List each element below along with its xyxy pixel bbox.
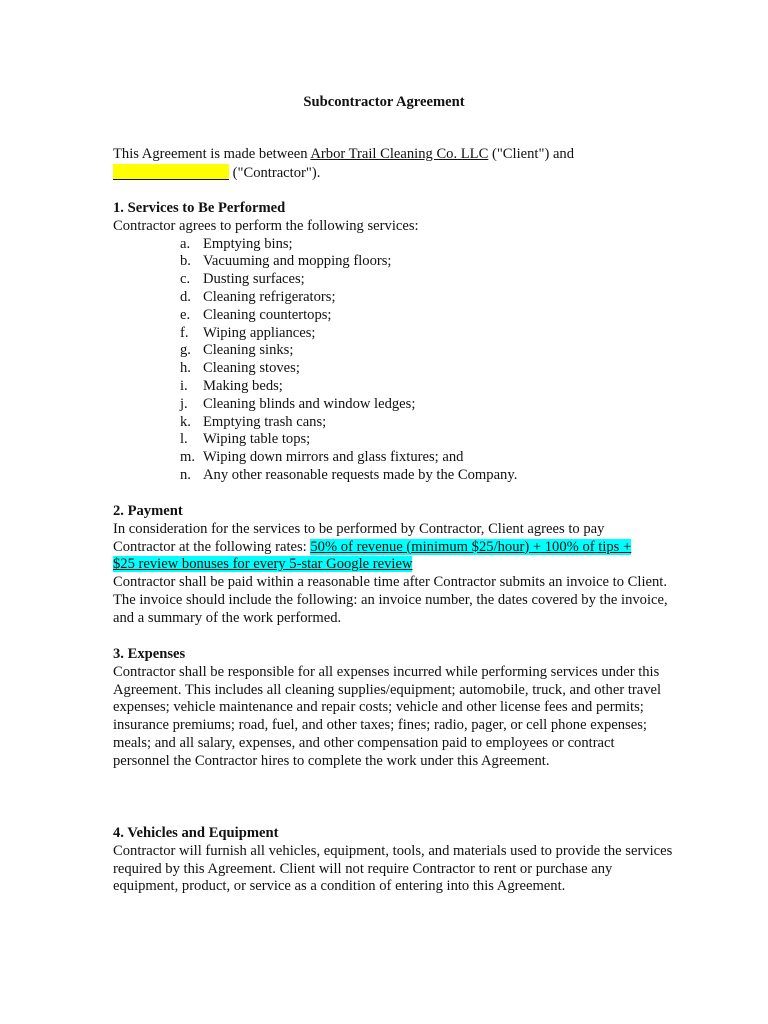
list-letter: e.: [180, 306, 191, 323]
list-text: Emptying bins;: [203, 235, 293, 252]
list-text: Cleaning sinks;: [203, 342, 294, 359]
document-title: Subcontractor Agreement: [303, 94, 465, 110]
vehicles-body: Contractor will furnish all vehicles, equipment, tools, and materials used to provide the services required by this Agreement. Client will not require Contractor to rent or purchase any equipment, product, or service as a condition of entering into this Agreement.: [113, 842, 673, 895]
list-item: [113, 253, 673, 271]
payment-line-1: In consideration for the services to be performed by Contractor, Client agrees to pay: [113, 520, 605, 537]
section-payment: [113, 503, 673, 628]
list-item: [113, 236, 673, 254]
section-heading: 2. Payment: [113, 503, 183, 519]
list-letter: a.: [180, 235, 191, 252]
intro-paragraph: [113, 146, 673, 183]
section-heading: 3. Expenses: [113, 646, 186, 662]
section-heading: 1. Services to Be Performed: [113, 200, 286, 216]
client-suffix: ("Client") and: [488, 146, 575, 162]
list-item: [113, 467, 673, 485]
contractor-suffix: ("Contractor").: [229, 164, 321, 181]
list-letter: l.: [180, 431, 188, 448]
section-vehicles: [113, 825, 673, 896]
list-item: [113, 325, 673, 343]
section-expenses: [113, 646, 673, 771]
list-text: Any other reasonable requests made by the Company.: [203, 466, 518, 483]
client-name: Arbor Trail Cleaning Co. LLC: [310, 146, 489, 162]
list-item: [113, 378, 673, 396]
intro-prefix: This Agreement is made between: [113, 146, 311, 162]
list-letter: k.: [180, 413, 191, 430]
list-text: Vacuuming and mopping floors;: [203, 253, 392, 270]
payment-line-2: [113, 539, 673, 557]
list-text: Cleaning countertops;: [203, 306, 332, 323]
section-heading: 4. Vehicles and Equipment: [113, 825, 279, 841]
payment-rate-highlight-1: 50% of revenue (minimum $25/hour) + 100% of tips +: [310, 538, 632, 555]
list-letter: m.: [180, 449, 195, 466]
list-item: [113, 307, 673, 325]
list-item: [113, 431, 673, 449]
list-item: [113, 396, 673, 414]
contractor-name-blank[interactable]: [113, 164, 229, 180]
expenses-body: Contractor shall be responsible for all expenses incurred while performing services under this Agreement. This includes all cleaning supplies/equipment; automobile, truck, and other travel expenses; vehicle maintenance and repair costs; vehicle and other license fees and permits; insurance premiums; road, fuel, and other taxes; fines; radio, pager, or cell phone expenses; meals; and all salary, expenses, and other compensation paid to employees or contract personnel the Contractor hires to complete the work under this Agreement.: [113, 663, 662, 769]
list-text: Emptying trash cans;: [203, 413, 327, 430]
payment-rates-prefix: Contractor at the following rates:: [113, 538, 311, 555]
section-lead: Contractor agrees to perform the following services:: [113, 217, 419, 234]
list-item: [113, 449, 673, 467]
payment-line-3: [113, 556, 673, 574]
list-text: Cleaning blinds and window ledges;: [203, 395, 416, 412]
list-text: Dusting surfaces;: [203, 271, 305, 288]
list-item: [113, 271, 673, 289]
list-text: Wiping table tops;: [203, 431, 311, 448]
list-letter: i.: [180, 377, 188, 394]
list-item: [113, 342, 673, 360]
list-letter: d.: [180, 288, 191, 305]
list-item: [113, 289, 673, 307]
payment-rate-highlight-2: $25 review bonuses for every 5-star Google review: [113, 556, 413, 573]
list-letter: b.: [180, 253, 191, 270]
list-text: Wiping appliances;: [203, 324, 316, 341]
list-letter: g.: [180, 342, 191, 359]
payment-terms: Contractor shall be paid within a reasonable time after Contractor submits an invoice to Client. The invoice should include the following: an invoice number, the dates covered by the invoice, and a summary of the work performed.: [113, 574, 668, 626]
list-item: [113, 360, 673, 378]
list-text: Cleaning refrigerators;: [203, 288, 336, 305]
list-letter: c.: [180, 271, 191, 288]
list-letter: j.: [180, 395, 188, 412]
section-services: [113, 200, 673, 485]
list-letter: f.: [180, 324, 189, 341]
list-letter: h.: [180, 360, 191, 377]
list-item: [113, 414, 673, 432]
list-text: Cleaning stoves;: [203, 360, 300, 377]
list-text: Making beds;: [203, 377, 283, 394]
list-text: Wiping down mirrors and glass fixtures; and: [203, 449, 464, 466]
services-list: [113, 236, 673, 485]
list-letter: n.: [180, 466, 191, 483]
